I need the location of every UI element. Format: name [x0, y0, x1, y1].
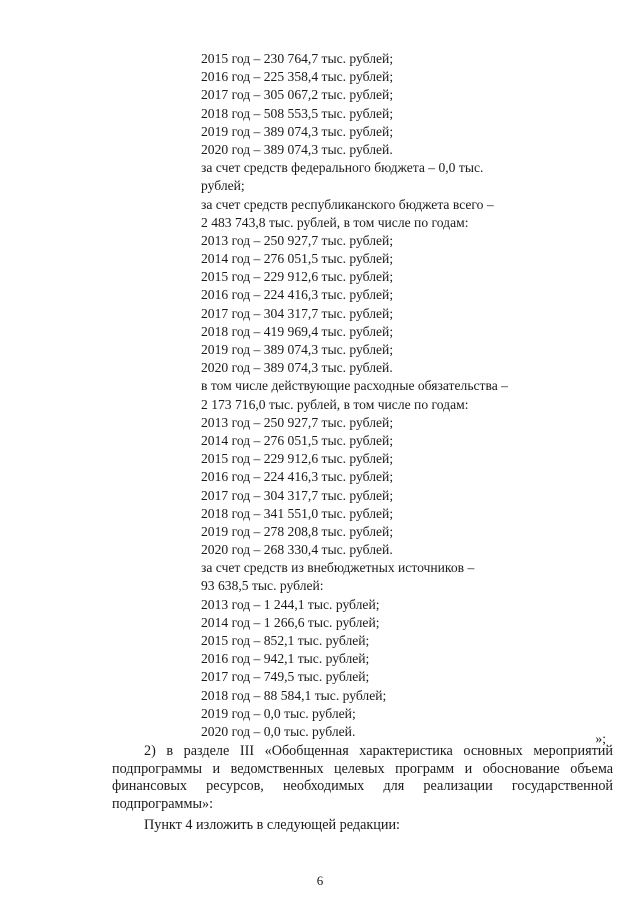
list-line: 2018 год – 88 584,1 тыс. рублей;: [201, 687, 387, 703]
amendment-paragraph: 2) в разделе III «Обобщенная характеристика основных мероприятий подпрограммы и ведомственных целевых программ и обоснование объема финансовых ресурсов, необходимых для реализации государственной подпрограммы»:: [112, 743, 613, 812]
list-line: 2015 год – 230 764,7 тыс. рублей;: [201, 51, 394, 66]
list-line: в том числе действующие расходные обязательства –: [201, 378, 508, 394]
list-line: 2015 год – 229 912,6 тыс. рублей;: [201, 451, 394, 467]
list-line: 2019 год – 278 208,8 тыс. рублей;: [201, 523, 394, 539]
list-line: 93 638,5 тыс. рублей:: [201, 578, 324, 594]
list-line: 2015 год – 852,1 тыс. рублей;: [201, 633, 370, 648]
list-line: 2017 год – 305 067,2 тыс. рублей;: [201, 87, 394, 103]
list-line: 2016 год – 225 358,4 тыс. рублей;: [201, 69, 394, 85]
list-line: 2017 год – 304 317,7 тыс. рублей;: [201, 305, 394, 321]
list-line: 2020 год – 389 074,3 тыс. рублей.: [201, 360, 393, 376]
list-line: 2017 год – 749,5 тыс. рублей;: [201, 669, 370, 685]
list-line: 2019 год – 389 074,3 тыс. рублей;: [201, 123, 394, 139]
list-line: 2020 год – 0,0 тыс. рублей.: [201, 723, 356, 739]
list-line: 2018 год – 508 553,5 тыс. рублей;: [201, 105, 394, 121]
list-line: за счет средств республиканского бюджета всего –: [201, 196, 494, 212]
list-line: 2 483 743,8 тыс. рублей, в том числе по годам:: [201, 214, 469, 230]
list-line: 2020 год – 389 074,3 тыс. рублей.: [201, 141, 393, 157]
list-line: 2013 год – 250 927,7 тыс. рублей;: [201, 414, 394, 430]
list-line: за счет средств федерального бюджета – 0,0 тыс.: [201, 160, 484, 176]
list-line: 2013 год – 250 927,7 тыс. рублей;: [201, 232, 394, 248]
financing-list: [201, 50, 541, 741]
list-line: 2014 год – 276 051,5 тыс. рублей;: [201, 432, 394, 448]
list-line: 2018 год – 419 969,4 тыс. рублей;: [201, 323, 394, 339]
list-line: 2017 год – 304 317,7 тыс. рублей;: [201, 487, 394, 503]
list-line: 2016 год – 942,1 тыс. рублей;: [201, 651, 370, 667]
instruction-paragraph: Пункт 4 изложить в следующей редакции:: [144, 817, 400, 833]
list-line: рублей;: [201, 178, 245, 194]
list-line: 2013 год – 1 244,1 тыс. рублей;: [201, 596, 380, 612]
list-line: 2 173 716,0 тыс. рублей, в том числе по годам:: [201, 396, 469, 412]
page-number: 6: [316, 873, 324, 888]
closing-quote: »;: [595, 731, 606, 746]
list-line: 2019 год – 389 074,3 тыс. рублей;: [201, 342, 394, 357]
list-line: 2016 год – 224 416,3 тыс. рублей;: [201, 287, 394, 303]
list-line: 2020 год – 268 330,4 тыс. рублей.: [201, 542, 393, 558]
list-line: 2019 год – 0,0 тыс. рублей;: [201, 705, 356, 721]
list-line: 2015 год – 229 912,6 тыс. рублей;: [201, 269, 394, 285]
list-line: 2014 год – 1 266,6 тыс. рублей;: [201, 614, 380, 630]
list-line: 2016 год – 224 416,3 тыс. рублей;: [201, 469, 394, 485]
list-line: за счет средств из внебюджетных источников –: [201, 560, 475, 576]
list-line: 2018 год – 341 551,0 тыс. рублей;: [201, 505, 394, 521]
list-line: 2014 год – 276 051,5 тыс. рублей;: [201, 251, 394, 267]
